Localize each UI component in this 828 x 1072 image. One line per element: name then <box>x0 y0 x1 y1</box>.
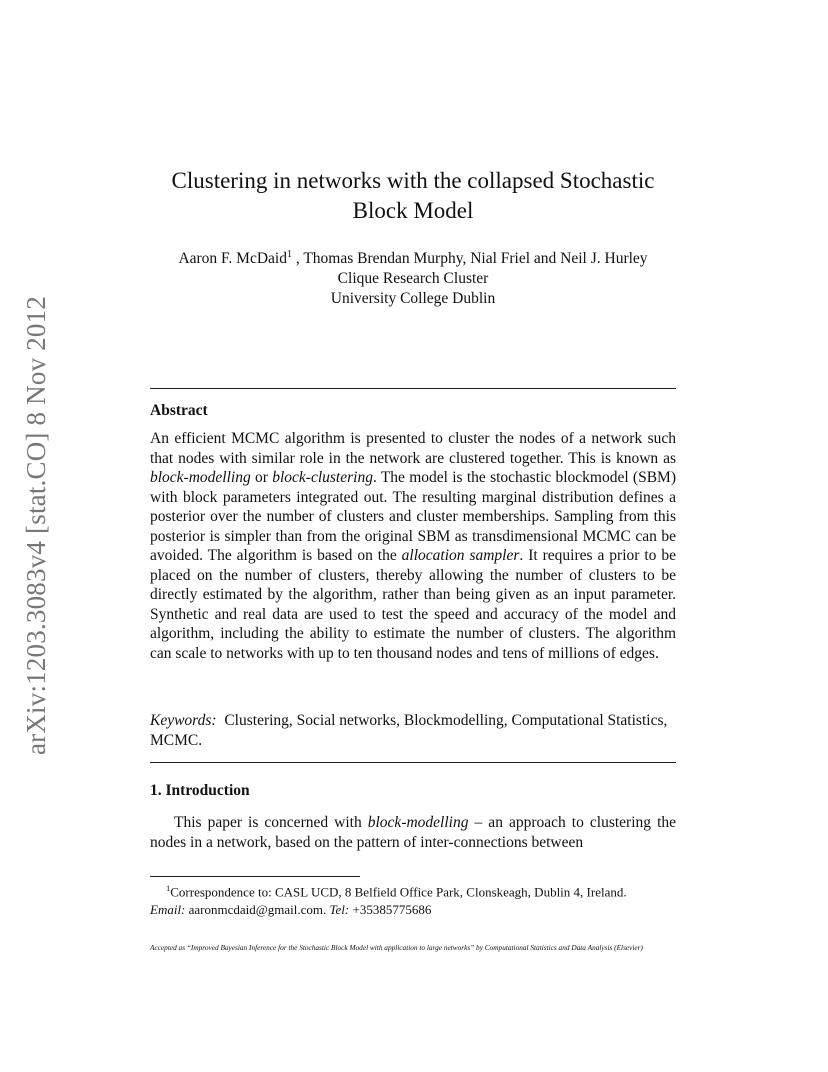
footnote-rule <box>150 876 360 877</box>
abstract-text-part-4: . It requires a prior to be placed on the number of clusters, thereby allowing the number of clusters to be directly estimated by the algorithm, rather than being given as an input parameter. Synthetic and real data are used to test the speed and accuracy of the model and algorithm, including the ability to estimate the number of clusters. The algorithm can scale to networks with up to ten thousand nodes and tens of millions of edges. <box>150 547 676 662</box>
other-authors: , Thomas Brendan Murphy, Nial Friel and Neil J. Hurley <box>295 250 648 268</box>
arxiv-identifier-text: arXiv:1203.3083v4 [stat.CO] 8 Nov 2012 <box>21 295 52 755</box>
affiliation-university: University College Dublin <box>330 290 496 308</box>
abstract-text-part-2: or <box>250 469 273 486</box>
email-address: aaronmcdaid@gmail.com. <box>188 902 327 918</box>
email-label: Email: <box>150 902 186 918</box>
footnote <box>150 879 710 919</box>
introduction-term-block-modelling: block-modelling <box>367 814 469 831</box>
abstract-top-rule <box>150 388 676 389</box>
abstract-heading: Abstract <box>150 402 208 419</box>
footnote-correspondence-line <box>150 879 710 901</box>
section-heading-introduction: 1. Introduction <box>150 782 250 799</box>
abstract-text-part-1: An efficient MCMC algorithm is presented to cluster the nodes of a network such that nodes with similar role in the network are clustered together. This is known as <box>150 430 676 467</box>
abstract-bottom-rule <box>150 762 676 763</box>
introduction-text-part-2: – an approach to clustering the nodes in a network, based on the pattern of inter-connections between <box>150 814 677 851</box>
footnote-contact-line <box>150 901 710 919</box>
tel-label: Tel: <box>329 902 350 918</box>
author-footnote-mark: 1 <box>286 249 292 260</box>
author-block <box>150 245 676 309</box>
first-author: Aaron F. McDaid <box>178 250 287 268</box>
abstract-term-block-modelling: block-modelling <box>150 469 251 486</box>
paper-title-line-2: Block Model <box>352 198 474 223</box>
paper-title <box>150 166 676 226</box>
abstract-term-block-clustering: block-clustering <box>272 469 373 486</box>
keywords <box>150 711 676 750</box>
introduction-text-part-1: This paper is concerned with <box>174 814 368 831</box>
tel-number: +35385775686 <box>352 902 432 918</box>
keywords-text: Clustering, Social networks, Blockmodelling, Computational Statistics, MCMC. <box>150 712 668 749</box>
keywords-label: Keywords: <box>150 712 217 729</box>
footnote-mark: 1 <box>166 883 171 893</box>
author-list <box>150 245 676 269</box>
acceptance-note: Accepted as “Improved Bayesian Inference for the Stochastic Block Model with application to large networks” by Computational Statistics and Data Analysis (Elsevier) <box>150 943 643 952</box>
abstract-term-allocation-sampler: allocation sampler <box>401 547 520 564</box>
abstract-text-part-3: . The model is the stochastic blockmodel (SBM) with block parameters integrated out. The resulting marginal distribution defines a posterior over the number of clusters and cluster memberships. Sampling from this posterior is simpler than from the original SBM as transdimensional MCMC can be avoided. The algorithm is based on the <box>150 469 676 564</box>
arxiv-identifier-stamp <box>8 290 66 760</box>
footnote-correspondence: Correspondence to: CASL UCD, 8 Belfield Office Park, Clonskeagh, Dublin 4, Ireland. <box>170 884 627 900</box>
affiliation-group: Clique Research Cluster <box>337 270 489 288</box>
abstract-text <box>150 429 676 663</box>
introduction-paragraph <box>150 813 676 853</box>
paper-title-line-1: Clustering in networks with the collapsed Stochastic <box>171 168 655 193</box>
